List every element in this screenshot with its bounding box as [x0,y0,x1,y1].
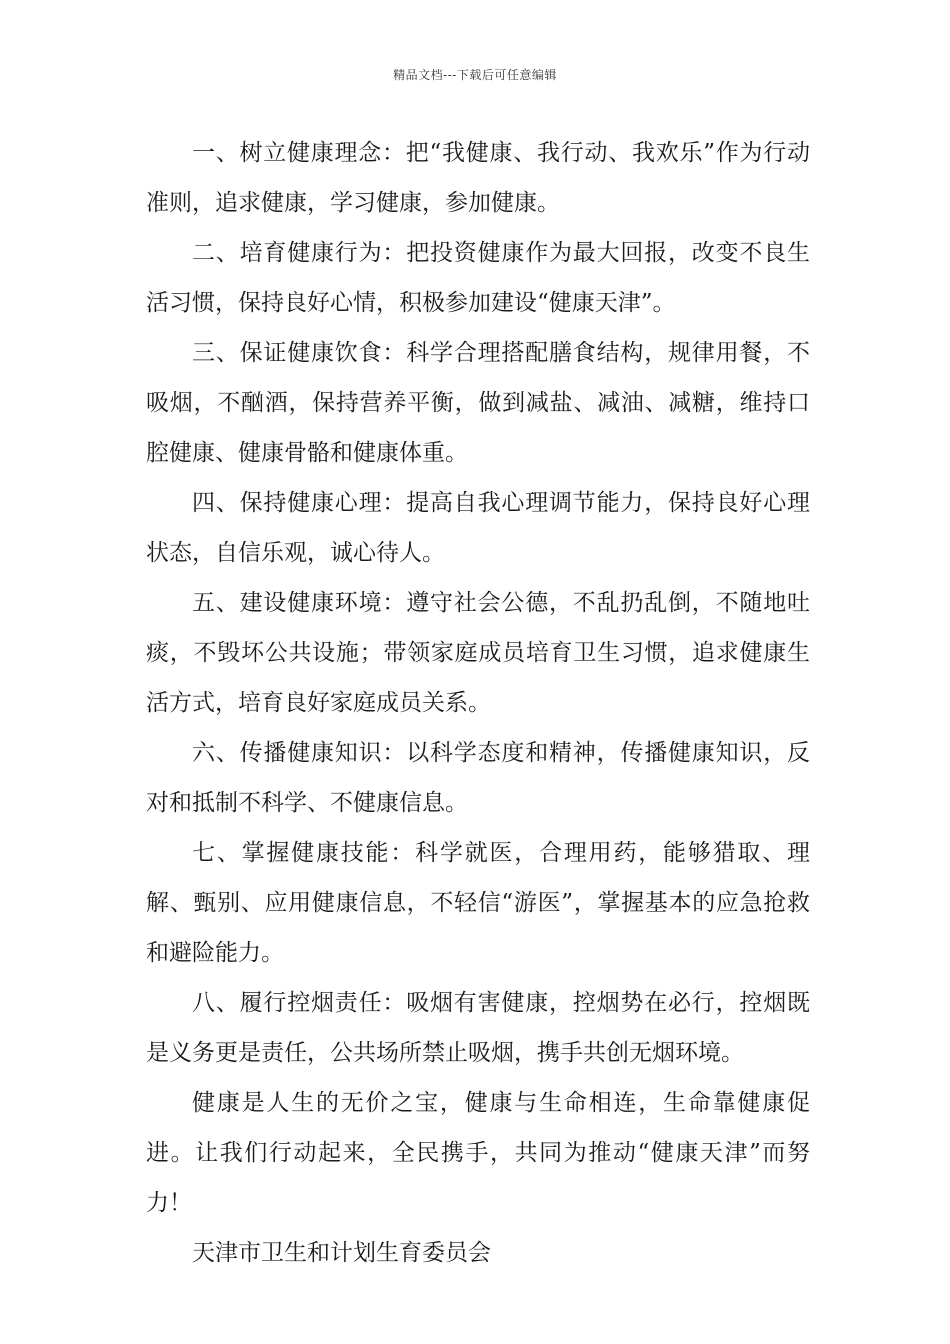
signature: 天津市卫生和计划生育委员会 [192,1240,491,1266]
paragraph-3: 三、保证健康饮食：科学合理搭配膳食结构，规律用餐，不吸烟，不酗酒，保持营养平衡，做到减盐、减油、减糖，维持口腔健康、健康骨骼和健康体重。 [146,340,810,466]
document-body [146,128,810,1278]
closing-paragraph: 健康是人生的无价之宝，健康与生命相连，生命靠健康促进。让我们行动起来，全民携手，共同为推动“健康天津”而努力！ [146,1090,810,1216]
page-header: 精品文档---下载后可任意编辑 [393,68,557,82]
paragraph-7: 七、掌握健康技能：科学就医，合理用药，能够猎取、理解、甄别、应用健康信息，不轻信“游医”，掌握基本的应急抢救和避险能力。 [146,840,810,966]
paragraph-4: 四、保持健康心理：提高自我心理调节能力，保持良好心理状态，自信乐观，诚心待人。 [146,490,810,566]
paragraph-8: 八、履行控烟责任：吸烟有害健康，控烟势在必行，控烟既是义务更是责任，公共场所禁止吸烟，携手共创无烟环境。 [146,990,810,1066]
paragraph-5: 五、建设健康环境：遵守社会公德，不乱扔乱倒，不随地吐痰，不毁坏公共设施；带领家庭成员培育卫生习惯，追求健康生活方式，培育良好家庭成员关系。 [146,590,810,716]
paragraph-1: 一、树立健康理念：把“我健康、我行动、我欢乐”作为行动准则，追求健康，学习健康，参加健康。 [146,140,810,216]
paragraph-6: 六、传播健康知识：以科学态度和精神，传播健康知识，反对和抵制不科学、不健康信息。 [146,740,810,816]
paragraph-2: 二、培育健康行为：把投资健康作为最大回报，改变不良生活习惯，保持良好心情，积极参加建设“健康天津”。 [146,240,810,316]
